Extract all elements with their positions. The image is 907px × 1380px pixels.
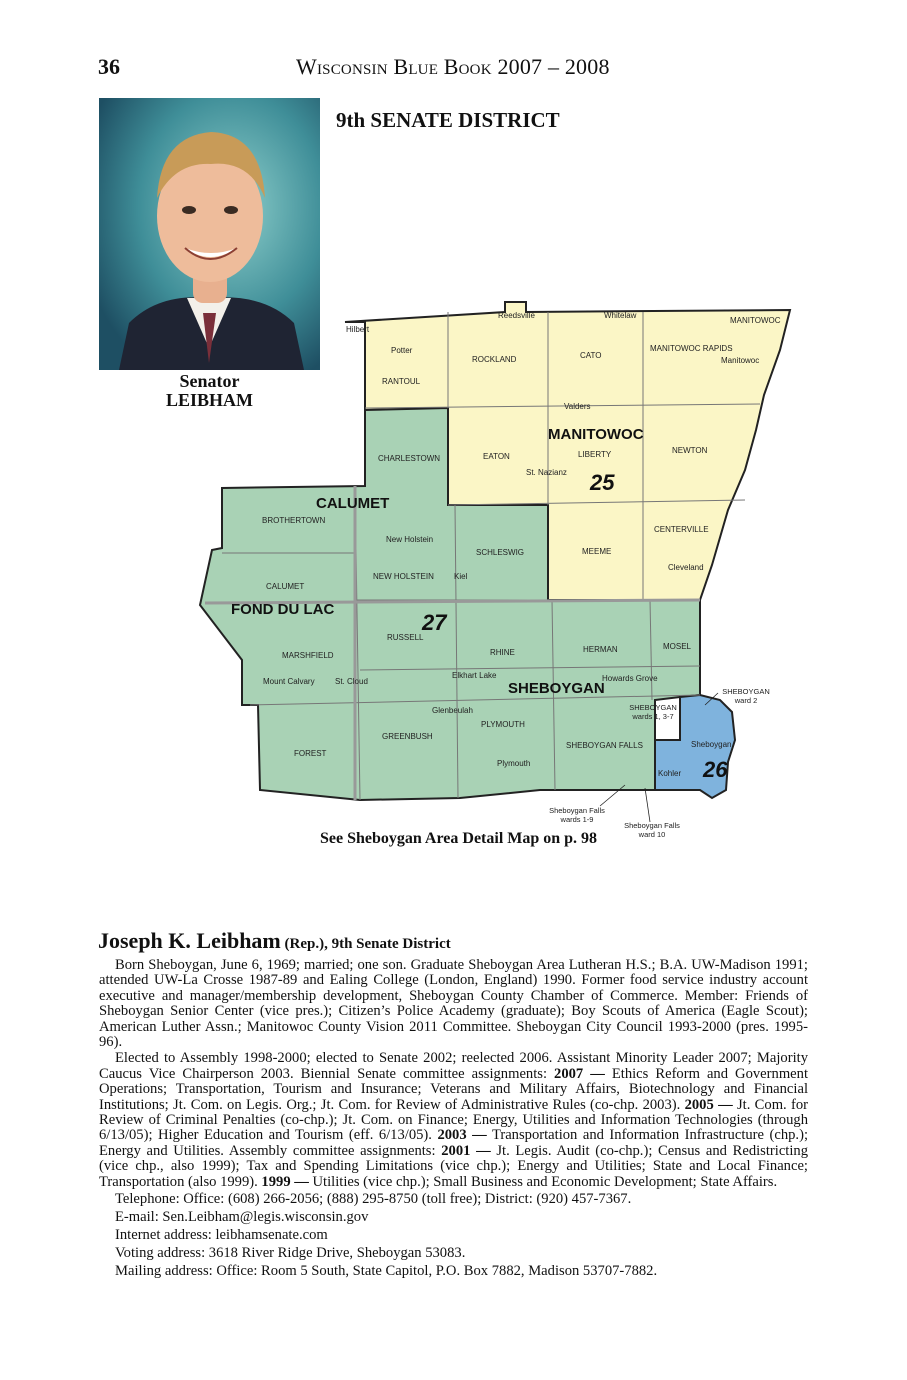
assembly-district-25: 25 [590,470,615,495]
bio-year: 2003 — [437,1127,487,1144]
member-subtitle: (Rep.), 9th Senate District [280,936,451,952]
place-label: St. Cloud [335,677,368,686]
bio-paragraph-1: Born Sheboygan, June 6, 1969; married; one son. Graduate Sheboygan Area Lutheran H.S.; B.A. UW-Madison 1991; attended UW-La Crosse 1987-89 and Ealing College (London, England) 1990. Former food service industry account executive and manager/membership development, Sheboygan County Chamber of Commerce. Member: Friends of Sheboygan Senior Center (vice pres.); Citizen’s Police Academy (graduate); Boy Scouts of America (Eagle Scout); American Luther Assn.; Manitowoc County Vision 2011 Committee. Sheboygan City Council 1993-2000 (pres. 1995-96). [99,957,808,1051]
place-label: New Holstein [386,535,434,544]
town-label: NEWTON [672,446,708,455]
place-label: Cleveland [668,563,704,572]
town-label: CENTERVILLE [654,525,709,534]
page-number: 36 [98,54,120,79]
caption-line-2: LEIBHAM [165,390,253,410]
assembly-district-26: 26 [703,757,728,782]
town-label: SCHLESWIG [476,548,525,557]
town-label: MANITOWOC RAPIDS [650,344,733,353]
town-label: CATO [580,351,602,360]
town-label: GREENBUSH [382,732,433,741]
town-label: CALUMET [266,582,305,591]
place-label: Glenbeulah [432,706,473,715]
place-label: Howards Grove [602,674,658,683]
bio-text: Jt. Legis. Audit (co-chp.); Census and Redistricting (vice chp., also 1999); Tax and Spending Limitations (vice chp.); Energy and Utilities; State and Local Finance; Transportation (also 1999). [99,1142,809,1190]
internet-address: Internet address: leibhamsenate.com [115,1226,328,1243]
map-note: See Sheboygan Area Detail Map on p. 98 [320,830,598,847]
place-label: Reedsville [498,311,535,320]
place-label: Plymouth [497,759,531,768]
mailing-address: Mailing address: Office: Room 5 South, State Capitol, P.O. Box 7882, Madison 53707-7882. [115,1262,658,1279]
ward-label: ward 10 [638,830,666,839]
bio-text: Jt. Com. for Review of Criminal Penalties (co-chp.); Jt. Com. on Finance; Energy, Utilities and Information Technologies (through 6/13/05); Higher Education and Tourism (eff. 6/13/05). [99,1096,809,1144]
running-head-title: Wisconsin Blue Book [296,54,492,79]
district-title: 9th SENATE DISTRICT [336,108,560,132]
place-label: Hilbert [346,325,370,334]
place-label: Whitelaw [604,311,637,320]
place-label: Manitowoc [721,356,760,365]
bio-year: 2001 — [441,1142,491,1159]
caption-line-1: Senator [179,371,240,391]
ward-label: SHEBOYGAN [629,703,677,712]
town-label: RUSSELL [387,633,424,642]
ward-label: Sheboygan Falls [624,821,680,830]
town-label: NEW HOLSTEIN [373,572,434,581]
place-label: Potter [391,346,413,355]
ward-label: wards 1-9 [560,815,594,824]
bio-year: 2007 — [554,1065,605,1082]
biography [99,958,808,1282]
bio-text: Utilities (vice chp.); Small Business and Economic Development; State Affairs. [308,1173,778,1190]
county-label-sheboygan: SHEBOYGAN [508,680,605,697]
bio-year: 2005 — [684,1096,733,1113]
running-head-years: 2007 – 2008 [491,54,610,79]
bio-text: Ethics Reform and Government Operations; Transportation, Tourism and Insurance; Veterans and Military Affairs, Biotechnology and Financial Institutions; Jt. Com. on Legis. Org.; Jt. Com. for Review of Administrative Rules (co-chp. 2003). [99,1065,808,1113]
town-label: SHEBOYGAN FALLS [566,741,643,750]
town-label: CHARLESTOWN [378,454,441,463]
town-label: MEEME [582,547,612,556]
ward-label: wards 1, 3-7 [632,712,674,721]
telephone: Telephone: Office: (608) 266-2056; (888) 295-8750 (toll free); District: (920) 457-7367. [115,1191,632,1208]
place-label: Kiel [454,572,468,581]
town-label: HERMAN [583,645,618,654]
town-label: PLYMOUTH [481,720,525,729]
bio-text: Elected to Assembly 1998-2000; elected to Senate 2002; reelected 2006. Assistant Minority Leader 2007; Majority Caucus Vice Chairperson 2003. Biennial Senate committee assignments: [99,1050,808,1082]
bio-year: 1999 — [261,1173,309,1190]
town-label: MARSHFIELD [282,651,334,660]
county-label-manitowoc: MANITOWOC [548,426,644,443]
town-label: MANITOWOC [730,316,781,325]
bio-paragraph-2 [99,1051,808,1190]
county-label-fond-du-lac: FOND DU LAC [231,601,335,618]
ward-label: ward 2 [734,696,758,705]
town-label: FOREST [294,749,327,758]
ward-label: SHEBOYGAN [722,687,770,696]
place-label: St. Nazianz [526,468,567,477]
place-label: Mount Calvary [263,677,315,686]
place-label: Kohler [658,769,682,778]
member-heading [98,928,451,954]
voting-address: Voting address: 3618 River Ridge Drive, Sheboygan 53083. [115,1244,466,1261]
member-name: Joseph K. Leibham [98,928,281,953]
assembly-district-27: 27 [422,610,447,635]
place-label: Valders [564,402,591,411]
town-label: BROTHERTOWN [262,516,326,525]
place-label: Sheboygan [691,740,732,749]
county-label-calumet: CALUMET [316,495,390,512]
town-label: RHINE [490,648,515,657]
email: E-mail: Sen.Leibham@legis.wisconsin.gov [115,1209,369,1225]
town-label: LIBERTY [578,450,612,459]
place-label: Elkhart Lake [452,671,497,680]
town-label: EATON [483,452,510,461]
bio-text: Transportation and Information Infrastructure (chp.); Energy and Utilities. Assembly committee assignments: [99,1127,808,1159]
town-label: RANTOUL [382,377,421,386]
town-label: ROCKLAND [472,355,517,364]
town-label: MOSEL [663,642,692,651]
ward-label: Sheboygan Falls [549,806,605,815]
